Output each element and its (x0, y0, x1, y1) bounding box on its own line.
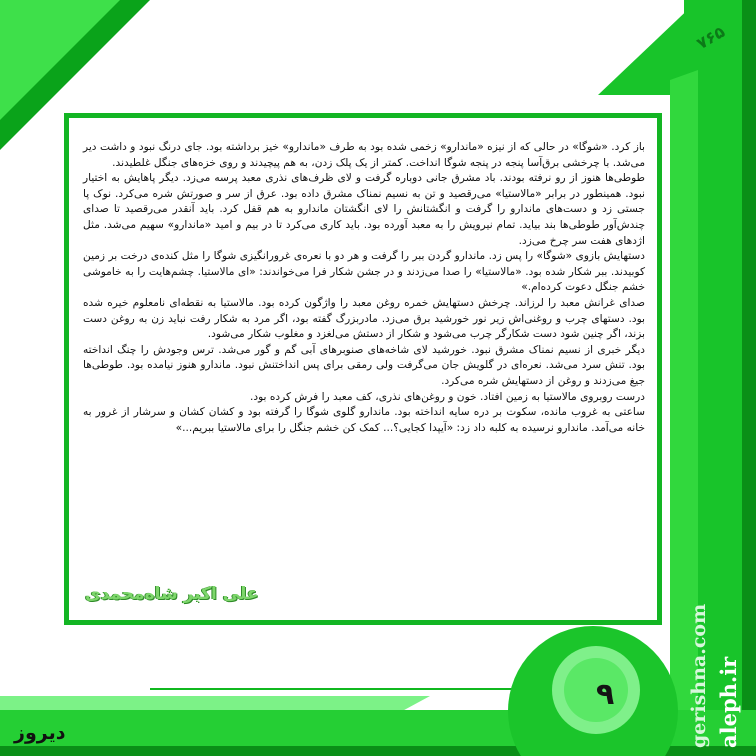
website-link-aleph[interactable]: aleph.ir (716, 656, 741, 748)
paragraph: دیگر خبری از نسیم نمناک مشرق نبود. خورشید لای شاخه‌های صنوبرهای آبی گم و گور می‌شد. ترس وجودش را چنگ انداخته بود. تنش سرد می‌شد. نعره‌ای در گلویش جان می‌گرفت ولی رمقی برای پس انداختنش نبود. ماندارو هنوز نیامده بود. طوطی‌ها جیغ می‌زدند و روغن از دستهایش شره می‌کرد. (83, 343, 645, 387)
corner-decoration-light (0, 0, 120, 120)
page-number: ۷۶۵ (693, 21, 729, 54)
bottom-highlight (0, 696, 430, 710)
paragraph: طوطی‌ها هنوز از رو نرفته بودند. باد مشرق جانی دوباره گرفت و لای ظرف‌های نذری معبد پرسه می‌زد. دیگر پاهایش به اختیار نبود. همینطور در برابر «مالاستیا» می‌رقصید و تن به نسیم نمناک مشرق داده بود. عرق از سر و صورتش شره می‌کرد. نوک پا جستی زد و دست‌های ماندارو را گرفت و انگشتانش را لای انگشتان ماندارو به هم قفل کرد. باید آنقدر می‌رقصید تا صدای چندش‌آور طوطی‌ها بند بیاید. تمام نیرویش را به معبد آورده بود. باید کاری می‌کرد تا در بیم و امید «ماندارو» سهیم می‌شد. مثل اژدهای هفت سر چرخ می‌زد. (83, 172, 645, 247)
author-name: علی اکبر شاه‌محمدی (85, 584, 259, 604)
story-text (83, 140, 645, 436)
right-edge (742, 0, 756, 756)
section-label: دیروز (14, 722, 66, 744)
issue-number: ۹ (596, 677, 615, 712)
website-link-gerishna[interactable]: gerishna.com (688, 603, 710, 748)
paragraph: باز کرد. «شوگا» در حالی که از نیزه «ماندارو» زخمی شده بود به طرف «ماندارو» خیز برداشته بود. جای درنگ نبود و داشت دیر می‌شد. با چرخشی برق‌آسا پنجه در پنجه شوگا انداخت. کمتر از یک پلک زدن، به هم پیچیدند و روی خزه‌های جنگل غلطیدند. (83, 141, 645, 169)
paragraph: دستهایش بازوی «شوگا» را پس زد. ماندارو گردن ببر را گرفت و هر دو با نعره‌ی غرورانگیزی شوگا را مثل کنده‌ی درخت بر زمین کوبیدند. ببر شکار شده بود. «مالاستیا» را صدا می‌زدند و در جشن شکار فرا می‌خواندند: «ای مالاستیا. چشم‌هایت را به خاموشی خشم جنگل دعوت کرده‌ام.» (83, 250, 645, 294)
paragraph: درست روبروی مالاستیا به زمین افتاد. خون و روغن‌های نذری، کف معبد را فرش کرده بود. (249, 390, 645, 403)
paragraph: صدای غرانش معبد را لرزاند. چرخش دستهایش خمره روغن معبد را واژگون کرده بود. مالاستیا به نقطه‌ای نامعلوم خیره شده بود. دستهای چرب و روغنی‌اش زیر نور خورشید برق می‌زد. مادربزرگ گفته بود، اگر مرد به شکار رفت نباید زن به روغن دست بزند، اگر چنین شود دست شکارگر چرب می‌شود و شکار از دستش می‌لغزد و مغلوب شکار می‌شود. (83, 296, 645, 341)
paragraph: ساعتی به غروب مانده، سکوت بر دره سایه انداخته بود. ماندارو گلوی شوگا را گرفته بود و کشان کشان و سرشار از غرور به خانه می‌آمد. ماندارو نرسیده به کلبه داد زد: «آیپدا کجایی؟... کمک کن خشم جنگل را برای مالاستیا ببریم...» (83, 406, 645, 434)
story-frame (64, 113, 662, 625)
